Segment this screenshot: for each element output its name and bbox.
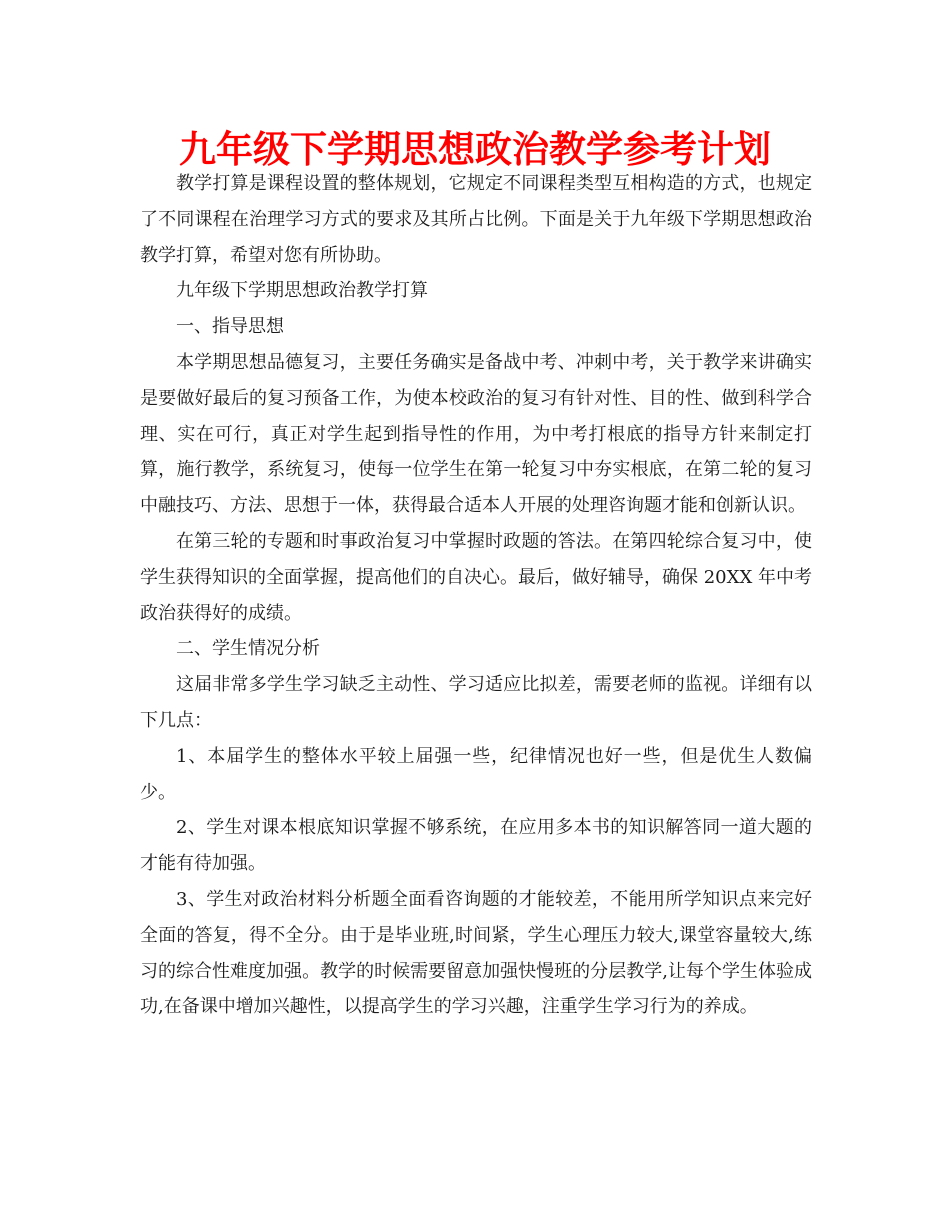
list-item: 3、学生对政治材料分析题全面看咨询题的才能较差，不能用所学知识点来完好全面的答复，得不全分。由于是毕业班,时间紧，学生心理压力较大,课堂容量较大,练习的综合性难度加强。教学的时候需要留意加强快慢班的分层教学,让每个学生体验成功,在备课中增加兴趣性，以提高学生的学习兴趣，注重学生学习行为的养成。 bbox=[140, 888, 812, 1018]
document-title: 九年级下学期思想政治教学参考计划 bbox=[179, 128, 771, 171]
body-paragraph: 在第三轮的专题和时事政治复习中掌握时政题的答法。在第四轮综合复习中，使学生获得知识的全面掌握，提高他们的自决心。最后，做好辅导，确保 20XX 年中考政治获得好的成绩。 bbox=[140, 530, 812, 624]
body-paragraph: 本学期思想品德复习，主要任务确实是备战中考、冲刺中考，关于教学来讲确实是要做好最后的复习预备工作，为使本校政治的复习有针对性、目的性、做到科学合理、实在可行，真正对学生起到指导性的作用，为中考打根底的指导方针来制定打算，施行教学，系统复习，使每一位学生在第一轮复习中夯实根底，在第二轮的复习中融技巧、方法、思想于一体，获得最合适本人开展的处理咨询题才能和创新认识。 bbox=[140, 351, 812, 517]
document-body bbox=[140, 166, 812, 1025]
intro-paragraph: 教学打算是课程设置的整体规划，它规定不同课程类型互相构造的方式，也规定了不同课程在治理学习方式的要求及其所占比例。下面是关于九年级下学期思想政治教学打算，希望对您有所协助。 bbox=[140, 173, 812, 266]
list-item: 2、学生对课本根底知识掌握不够系统，在应用多本书的知识解答同一道大题的才能有待加强。 bbox=[140, 817, 812, 875]
section-heading-guiding-thought: 一、指导思想 bbox=[176, 316, 284, 338]
body-paragraph: 这届非常多学生学习缺乏主动性、学习适应比拟差，需要老师的监视。详细有以下几点： bbox=[140, 674, 812, 731]
plan-heading: 九年级下学期思想政治教学打算 bbox=[176, 280, 428, 302]
section-heading-student-analysis: 二、学生情况分析 bbox=[176, 638, 320, 660]
list-item: 1、本届学生的整体水平较上届强一些，纪律情况也好一些，但是优生人数偏少。 bbox=[140, 745, 812, 803]
